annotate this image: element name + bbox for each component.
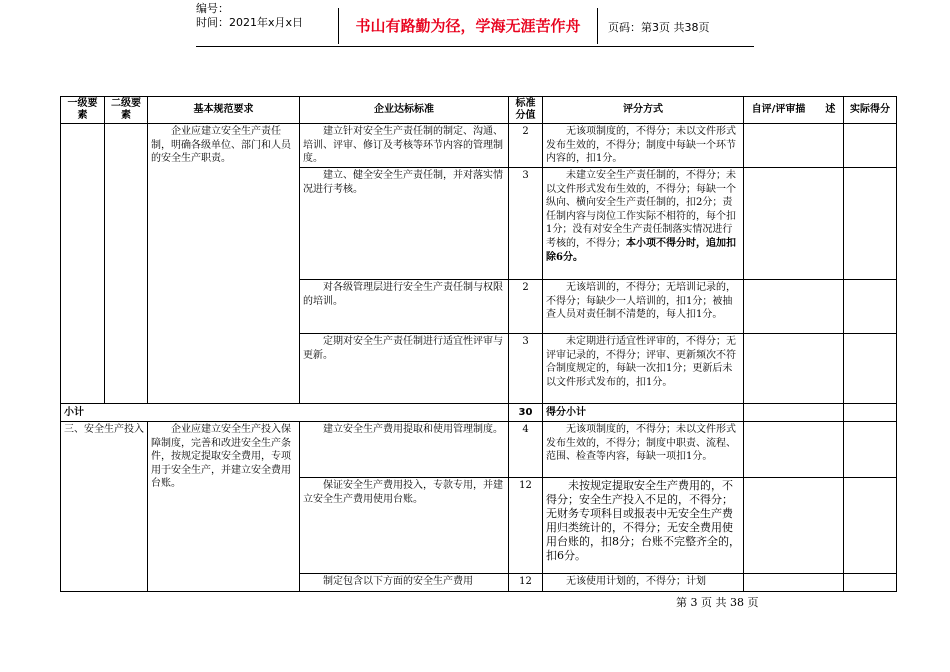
subtotal-row	[61, 404, 897, 422]
method-bold-text: 本小项不得分时，追加扣除6分。	[546, 237, 736, 263]
header-meta	[196, 2, 336, 46]
review-cell[interactable]	[744, 168, 844, 280]
method-text: 无该培训的，不得分；无培训记录的，不得分；每缺少一人培训的，扣1分；被抽查人员对责任制不清楚的，每人扣1分。	[546, 282, 736, 321]
method-cell	[543, 334, 744, 404]
table-row	[61, 124, 897, 168]
basic-requirement-cell: 企业应建立安全生产责任制，明确各级单位、部门和人员的安全生产职责。	[148, 124, 300, 404]
review-cell[interactable]	[744, 334, 844, 404]
subtotal-text: 得分小计	[543, 404, 744, 422]
actual-score-cell[interactable]	[844, 168, 897, 280]
review-cell[interactable]	[744, 478, 844, 574]
actual-score-cell[interactable]	[844, 280, 897, 334]
standards-table	[60, 96, 897, 592]
level1-cell: 三、安全生产投入	[61, 422, 148, 592]
review-cell[interactable]	[744, 574, 844, 592]
score-cell: 3	[509, 168, 543, 280]
score-cell: 12	[509, 478, 543, 574]
method-text: 未定期进行适宜性评审的，不得分；无评审记录的，不得分；评审、更新频次不符合制度规定的，每缺一次扣1分；更新后未以文件形式发布的，扣1分。	[546, 336, 736, 388]
page-footer: 第 3 页 共 38 页	[676, 596, 759, 609]
review-cell[interactable]	[744, 404, 844, 422]
method-cell	[543, 168, 744, 280]
actual-score-cell[interactable]	[844, 422, 897, 478]
page-header	[196, 2, 754, 47]
header-page-number: 页码：第3页 共38页	[608, 21, 710, 34]
table-row	[61, 422, 897, 478]
review-cell[interactable]	[744, 422, 844, 478]
header-motto: 书山有路勤为径，学海无涯苦作舟	[338, 8, 598, 44]
actual-score-cell[interactable]	[844, 334, 897, 404]
standard-cell: 制定包含以下方面的安全生产费用	[300, 574, 509, 592]
table-header-row	[61, 97, 897, 124]
method-cell	[543, 124, 744, 168]
standard-cell: 定期对安全生产责任制进行适宜性评审与更新。	[300, 334, 509, 404]
standard-cell: 保证安全生产费用投入，专款专用，并建立安全生产费用使用台账。	[300, 478, 509, 574]
score-cell: 2	[509, 280, 543, 334]
actual-score-cell[interactable]	[844, 404, 897, 422]
standard-cell: 建立、健全安全生产责任制，并对落实情况进行考核。	[300, 168, 509, 280]
score-cell: 4	[509, 422, 543, 478]
subtotal-score: 30	[509, 404, 543, 422]
col-header-score: 标准分值	[509, 97, 543, 124]
document-number-label: 编号：	[196, 2, 229, 15]
standard-cell: 建立安全生产费用提取和使用管理制度。	[300, 422, 509, 478]
actual-score-cell[interactable]	[844, 574, 897, 592]
score-cell: 12	[509, 574, 543, 592]
method-text: 无该项制度的，不得分；未以文件形式发布生效的，不得分；制度中每缺一个环节内容的，扣1分。	[546, 126, 736, 165]
actual-score-cell[interactable]	[844, 124, 897, 168]
method-cell: 未按规定提取安全生产费用的，不得分；安全生产投入不足的，不得分；无财务专项科目或报表中无安全生产费用归类统计的，不得分；无安全费用使用台账的，扣8分；台账不完整齐全的，扣6分。	[543, 478, 744, 574]
method-cell: 无该使用计划的，不得分；计划	[543, 574, 744, 592]
col-header-actual: 实际得分	[844, 97, 897, 124]
basic-requirement-cell: 企业应建立安全生产投入保障制度，完善和改进安全生产条件，按规定提取安全费用，专项用于安全生产，并建立安全费用台账。	[148, 422, 300, 592]
col-header-level1: 一级要素	[61, 97, 105, 124]
level2-cell	[105, 124, 148, 404]
col-header-level2: 二级要素	[105, 97, 148, 124]
review-cell[interactable]	[744, 280, 844, 334]
subtotal-label: 小计	[61, 404, 509, 422]
col-header-standard: 企业达标标准	[300, 97, 509, 124]
col-header-basic-requirement: 基本规范要求	[148, 97, 300, 124]
score-cell: 2	[509, 124, 543, 168]
score-cell: 3	[509, 334, 543, 404]
method-cell: 无该项制度的，不得分；未以文件形式发布生效的，不得分；制度中职责、流程、范围、检查等内容，每缺一项扣1分。	[543, 422, 744, 478]
col-header-review: 自评/评审描 述	[744, 97, 844, 124]
level1-cell	[61, 124, 105, 404]
review-cell[interactable]	[744, 124, 844, 168]
standard-cell: 建立针对安全生产责任制的制定、沟通、培训、评审、修订及考核等环节内容的管理制度。	[300, 124, 509, 168]
standard-cell: 对各级管理层进行安全生产责任制与权限的培训。	[300, 280, 509, 334]
method-text: 未建立安全生产责任制的，不得分；未以文件形式发布生效的，不得分；每缺一个纵向、横向安全生产责任制的，扣2分；责任制内容与岗位工作实际不相符的，每个扣1分；没有对安全生产责任制落实情况进行考核的，不得分；	[546, 170, 736, 249]
document-time-label: 时间：2021年x月x日	[196, 16, 304, 29]
method-cell	[543, 280, 744, 334]
actual-score-cell[interactable]	[844, 478, 897, 574]
col-header-method: 评分方式	[543, 97, 744, 124]
